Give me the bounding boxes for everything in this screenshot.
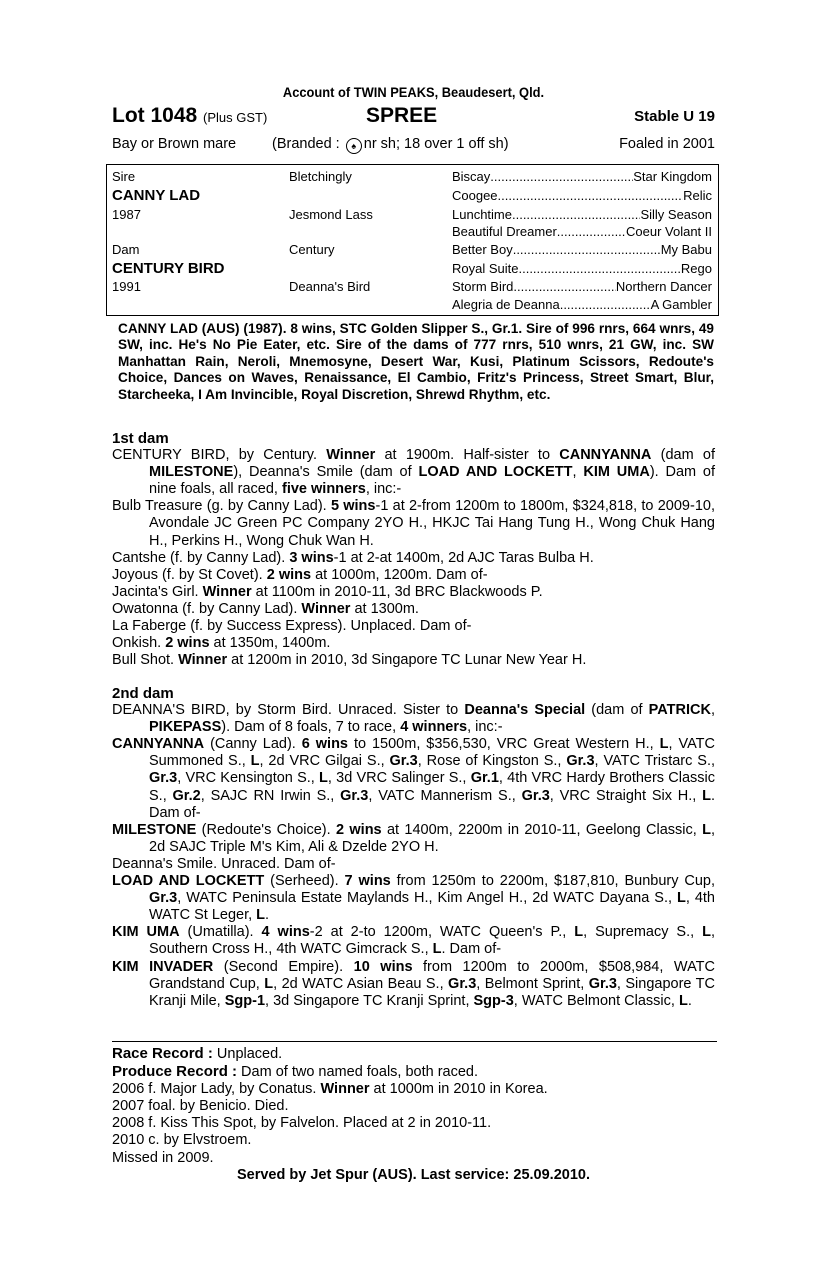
text: Gr.3 (521, 787, 550, 804)
gen3-sire: Star Kingdom (633, 169, 712, 184)
dam-name: CENTURY BIRD (112, 260, 225, 277)
text: L (264, 975, 274, 992)
produce-entry: Missed in 2009. (112, 1149, 214, 1166)
progeny-entry (112, 550, 715, 567)
text: L (319, 770, 328, 787)
text: Bull Shot. (112, 652, 179, 669)
second-dam-section (112, 685, 715, 1010)
text: , VRC Kensington S., (177, 770, 320, 787)
brand-prefix: (Branded : (272, 136, 340, 152)
text: , SAJC RN Irwin S., (200, 787, 341, 804)
text: (Umatilla). (179, 924, 262, 941)
text: KIM UMA (112, 924, 180, 941)
text: , VRC Straight Six H., (549, 787, 703, 804)
text: Onkish. (112, 635, 166, 652)
text: (Canny Lad). (204, 736, 302, 753)
progeny-entry: La Faberge (f. by Success Express). Unplaced. Dam of- (112, 618, 472, 635)
text: 6 wins (301, 736, 348, 753)
text: , (572, 464, 584, 481)
text: PIKEPASS (149, 719, 222, 736)
text: Joyous (f. by St Covet). (112, 566, 267, 583)
text: Winner (178, 652, 228, 669)
text: , (710, 702, 715, 719)
leader-dots (490, 169, 633, 184)
gen3-row (452, 169, 712, 184)
lot-number (112, 104, 267, 128)
progeny-entry (112, 652, 715, 669)
progeny-entry (112, 959, 715, 1010)
text: at 1350m, 1400m. (209, 635, 331, 652)
horse-description (112, 136, 715, 156)
text: Gr.3 (149, 770, 178, 787)
text: MILESTONE (112, 821, 197, 838)
text: Sgp-1 (224, 992, 266, 1009)
horse-sex: Bay or Brown mare (112, 136, 237, 152)
text: , Supremacy S., (583, 924, 703, 941)
gen3-row (452, 242, 712, 257)
text: 10 wins (353, 958, 413, 975)
text: 2 wins (266, 566, 312, 583)
stable-number: Stable U 19 (634, 108, 715, 125)
gen3-row (452, 279, 712, 294)
gen3-sire: Northern Dancer (615, 279, 712, 294)
text: from 1250m to 2200m, $187,810, Bunbury Cup, (390, 873, 715, 890)
label: Produce Record : (112, 1063, 238, 1081)
gen3-horse: Lunchtime (452, 207, 512, 222)
produce-entry: 2007 foal. by Benicio. Died. (112, 1098, 289, 1115)
text: PATRICK (648, 702, 711, 719)
text: ), Deanna's Smile (dam of (233, 464, 419, 481)
produce-record (112, 1063, 715, 1081)
gen3-sire: My Babu (660, 242, 712, 257)
text: L (702, 787, 711, 804)
text: five winners (282, 481, 366, 498)
divider (112, 1041, 717, 1042)
text: L (256, 907, 266, 924)
gst-note: (Plus GST) (203, 110, 268, 125)
section-heading: 2nd dam (112, 685, 174, 702)
text: 2006 f. Major Lady, by Conatus. (112, 1081, 321, 1098)
gen3-sire: Relic (683, 188, 712, 203)
text: at 1100m in 2010-11, 3d BRC Blackwoods P. (251, 583, 543, 600)
sire-name: CANNY LAD (112, 187, 201, 204)
leader-dots (512, 207, 640, 222)
text: CENTURY BIRD, by Century. (112, 447, 327, 464)
gen3-horse: Better Boy (452, 242, 513, 257)
brand-suffix: nr sh; 18 over 1 off sh) (363, 136, 509, 152)
text: , 3d VRC Salinger S., (327, 770, 471, 787)
text: Bulb Treasure (g. by Canny Lad). (112, 498, 331, 515)
records-section (112, 1045, 715, 1184)
lot-label: Lot 1048 (112, 104, 198, 127)
text: , WATC Belmont Classic, (513, 992, 679, 1009)
gen3-sire: A Gambler (650, 297, 712, 312)
pedigree-table (106, 164, 719, 316)
text: Winner (320, 1081, 370, 1098)
text: . Dam of- (149, 787, 715, 821)
text: Sgp-3 (473, 992, 514, 1009)
produce-entry (112, 1081, 715, 1098)
text: 2 wins (336, 821, 382, 838)
gen3-horse: Beautiful Dreamer (452, 224, 557, 239)
gen3-horse: Storm Bird (452, 279, 514, 294)
served-note: Served by Jet Spur (AUS). Last service: 25.09.2010. (236, 1166, 590, 1183)
text: LOAD AND LOCKETT (418, 464, 573, 481)
text: , 2d WATC Asian Beau S., (273, 975, 449, 992)
text: at 1000m in 2010 in Korea. (369, 1081, 548, 1098)
text: ). Dam of 8 foals, 7 to race, (221, 719, 401, 736)
text: MILESTONE (149, 464, 234, 481)
gen3-row (452, 297, 712, 312)
text: Gr.3 (389, 753, 418, 770)
progeny-entry (112, 924, 715, 958)
granddam-paternal: Jesmond Lass (289, 207, 373, 222)
text: KIM INVADER (112, 958, 214, 975)
progeny-entry (112, 736, 715, 821)
grandsire-maternal: Century (289, 242, 335, 257)
sire-year: 1987 (112, 207, 141, 222)
text: (Serheed). (264, 873, 345, 890)
text: . (687, 992, 692, 1009)
text: , 2d SAJC Triple M's Kim, Ali & Dzelde 2YO H. (149, 821, 715, 855)
section-heading: 1st dam (112, 430, 169, 447)
text: Gr.3 (566, 753, 595, 770)
grandsire-paternal: Bletchingly (289, 169, 352, 184)
text: Winner (326, 447, 376, 464)
gen3-row (452, 224, 712, 239)
text: -1 at 2-at 1400m, 2d AJC Taras Bulba H. (333, 549, 594, 566)
produce-entry: 2008 f. Kiss This Spot, by Falvelon. Placed at 2 in 2010-11. (112, 1115, 492, 1132)
text: DEANNA'S BIRD, by Storm Bird. Unraced. Sister to (112, 702, 465, 719)
gen3-sire: Rego (680, 261, 712, 276)
text: 4 winners (400, 719, 468, 736)
progeny-entry (112, 567, 715, 584)
progeny-entry (112, 873, 715, 924)
progeny-entry (112, 635, 715, 652)
leader-dots (560, 297, 651, 312)
text: L (659, 736, 669, 753)
leader-dots (513, 279, 615, 294)
text: (dam of (651, 447, 715, 464)
brand-info (272, 136, 509, 154)
text: , 3d Singapore TC Kranji Sprint, (265, 992, 474, 1009)
foaled-year: Foaled in 2001 (619, 136, 715, 152)
lot-header (112, 104, 715, 130)
progeny-entry (112, 601, 715, 618)
text: to 1500m, $356,530, VRC Great Western H., (348, 736, 660, 753)
text: 4 wins (261, 924, 310, 941)
text: Gr.3 (149, 890, 178, 907)
text: L (432, 941, 442, 958)
text: LOAD AND LOCKETT (112, 873, 265, 890)
progeny-entry (112, 584, 715, 601)
text: Gr.3 (448, 975, 477, 992)
text: from 1200m to 2000m, $508,984, WATC Grandstand Cup, (149, 958, 715, 992)
text: (dam of (585, 702, 649, 719)
gen3-row (452, 207, 712, 222)
leader-dots (513, 242, 661, 257)
text: , WATC Peninsula Estate Maylands H., Kim Angel H., 2d WATC Dayana S., (177, 890, 677, 907)
text: CANNYANNA (112, 736, 205, 753)
brand-icon: ♠ (346, 138, 362, 154)
text: 7 wins (344, 873, 391, 890)
horse-name: SPREE (366, 104, 438, 127)
text: , Belmont Sprint, (476, 975, 589, 992)
text: L (574, 924, 584, 941)
text: at 1400m, 2200m in 2010-11, Geelong Classic, (381, 821, 703, 838)
text: Gr.2 (172, 787, 201, 804)
produce-entry: 2010 c. by Elvstroem. (112, 1132, 252, 1149)
sire-summary: CANNY LAD (AUS) (1987). 8 wins, STC Golden Slipper S., Gr.1. Sire of 996 rnrs, 664 wnrs, 49 SW, inc. He's No Pie Eater, etc. Sire of the dams of 777 rnrs, 510 wnrs, 21 GW, inc. SW Manhattan Rain, Neroli, Mnemosyne, Desert War, Kusi, Platinum Scissors, Redoute's Choice, Dances on Waves, Renaissance, El Cambio, Fritz's Princess, Street Smart, Blur, Starcheeka, I Am Invincible, Royal Discretion, Shrewd Rhythm, etc. (118, 321, 714, 402)
text: ). Dam of nine foals, all raced, (149, 464, 716, 498)
text: at 1000m, 1200m. Dam of- (311, 566, 488, 583)
gen3-row (452, 261, 712, 276)
value: Dam of two named foals, both raced. (237, 1064, 479, 1081)
leader-dots (518, 261, 680, 276)
text: 5 wins (330, 498, 376, 515)
gen3-sire: Silly Season (640, 207, 712, 222)
text: L (250, 753, 260, 770)
text: , VATC Summoned S., (149, 736, 715, 770)
text: , Singapore TC Kranji Mile, (149, 975, 715, 1009)
gen3-horse: Alegria de Deanna (452, 297, 560, 312)
text: 3 wins (289, 549, 334, 566)
progeny-entry (112, 498, 715, 549)
text: , inc:- (467, 719, 503, 736)
text: Owatonna (f. by Canny Lad). (112, 600, 302, 617)
text: Gr.3 (588, 975, 617, 992)
sire-label: Sire (112, 169, 136, 184)
text: L (676, 890, 686, 907)
dam-entry (112, 447, 715, 498)
leader-dots (557, 224, 626, 239)
text: -2 at 2-to 1200m, WATC Queen's P., (309, 924, 575, 941)
text: , Rose of Kingston S., (417, 753, 567, 770)
text: Winner (202, 583, 252, 600)
text: (Redoute's Choice). (196, 821, 336, 838)
text: CANNYANNA (559, 447, 652, 464)
value: Unplaced. (212, 1046, 283, 1062)
text: at 1300m. (350, 600, 419, 617)
dam-entry (112, 702, 715, 736)
text: , VATC Tristarc S., (594, 753, 715, 770)
text: Winner (301, 600, 351, 617)
text: , 2d VRC Gilgai S., (259, 753, 390, 770)
granddam-maternal: Deanna's Bird (289, 279, 371, 294)
gen3-row (452, 188, 712, 203)
text: Deanna's Special (464, 702, 586, 719)
text: KIM UMA (583, 464, 650, 481)
text: Cantshe (f. by Canny Lad). (112, 549, 290, 566)
gen3-sire: Coeur Volant II (626, 224, 712, 239)
progeny-entry (112, 822, 715, 856)
text: at 1900m. Half-sister to (375, 447, 560, 464)
label: Race Record : (112, 1045, 213, 1062)
dam-label: Dam (112, 242, 140, 257)
text: L (702, 821, 711, 838)
text: . Dam of- (441, 941, 502, 958)
text: , 4th VRC Hardy Brothers Classic S., (149, 770, 716, 804)
progeny-entry: Deanna's Smile. Unraced. Dam of- (112, 855, 336, 872)
text: , 4th WATC St Leger, (149, 890, 715, 924)
gen3-horse: Coogee (452, 188, 498, 203)
text: Gr.1 (470, 770, 499, 787)
text: , Southern Cross H., 4th WATC Gimcrack S., (149, 924, 715, 958)
gen3-horse: Biscay (452, 169, 491, 184)
leader-dots (498, 188, 684, 203)
text: , VATC Mannerism S., (368, 787, 522, 804)
text: at 1200m in 2010, 3d Singapore TC Lunar New Year H. (227, 652, 587, 669)
vendor-account: Account of TWIN PEAKS, Beaudesert, Qld. (282, 84, 545, 100)
text: L (702, 924, 711, 941)
dam-year: 1991 (112, 279, 141, 294)
race-record (112, 1045, 715, 1063)
text: L (678, 992, 688, 1009)
text: -1 at 2-from 1200m to 1800m, $324,818, to 2009-10, Avondale JC Green PC Company 2YO H., HKJC Tai Hang Tung H., Wong Chuk Hang H., Perkins H., Wong Chuk Wan H. (149, 498, 715, 549)
gen3-horse: Royal Suite (452, 261, 519, 276)
text: , inc:- (365, 481, 402, 498)
text: Jacinta's Girl. (112, 583, 203, 600)
text: 2 wins (165, 635, 210, 652)
text: (Second Empire). (213, 958, 354, 975)
first-dam-section (112, 430, 715, 669)
text: Gr.3 (340, 787, 369, 804)
text: . (265, 907, 270, 924)
